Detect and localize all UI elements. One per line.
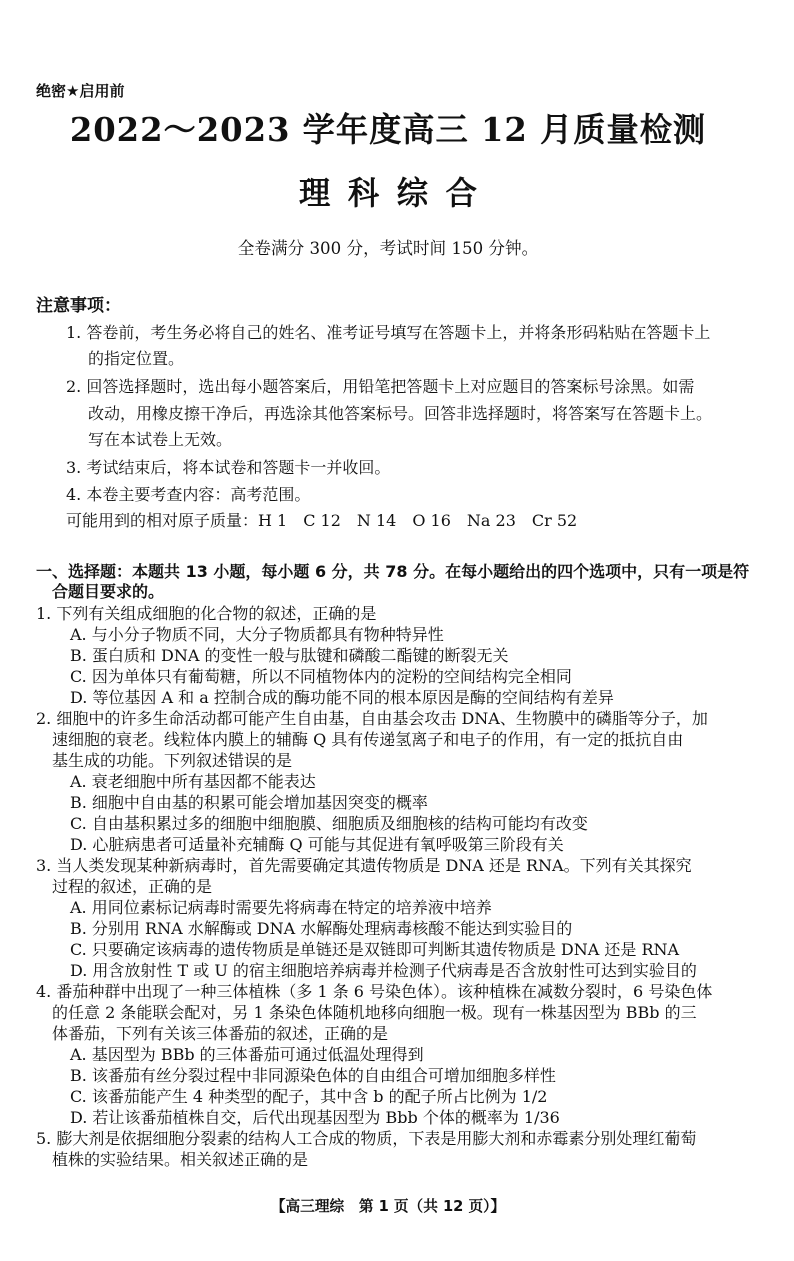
exam-title: 2022～2023 学年度高三 12 月质量检测: [69, 110, 707, 149]
question-3-option-d: D. 用含放射性 T 或 U 的宿主细胞培养病毒并检测子代病毒是否含放射性可达到实验目的: [70, 961, 697, 980]
question-3-option-a: A. 用同位素标记病毒时需要先将病毒在特定的培养液中培养: [70, 898, 492, 917]
question-1-option-d: D. 等位基因 A 和 a 控制合成的酶功能不同的根本原因是酶的空间结构有差异: [70, 688, 614, 707]
notice-line-6: 3. 考试结束后，将本试卷和答题卡一并收回。: [66, 458, 391, 477]
confidential-label: 绝密★启用前: [36, 82, 125, 100]
notice-line-5: 写在本试卷上无效。: [88, 430, 233, 449]
question-1-option-a: A. 与小分子物质不同，大分子物质都具有物种特异性: [70, 625, 444, 644]
notice-line-7: 4. 本卷主要考查内容：高考范围。: [66, 485, 311, 504]
question-2-stem-3: 基生成的功能。下列叙述错误的是: [52, 751, 293, 770]
section-heading-line-2: 合题目要求的。: [52, 582, 165, 601]
question-3-stem-2: 过程的叙述，正确的是: [52, 877, 213, 896]
notice-line-3: 2. 回答选择题时，选出每小题答案后，用铅笔把答题卡上对应题目的答案标号涂黑。如需: [66, 377, 695, 396]
section-heading-line-1: 一、选择题：本题共 13 小题，每小题 6 分，共 78 分。在每小题给出的四个选项中，只有一项是符: [36, 562, 750, 581]
question-5-stem-1: 5. 膨大剂是依据细胞分裂素的结构人工合成的物质，下表是用膨大剂和赤霉素分别处理红葡萄: [36, 1129, 697, 1148]
question-4-option-c: C. 该番茄能产生 4 种类型的配子，其中含 b 的配子所占比例为 1/2: [70, 1087, 548, 1106]
subject-title: 理科综合: [299, 174, 495, 212]
question-4-stem-3: 体番茄，下列有关该三体番茄的叙述，正确的是: [52, 1024, 389, 1043]
question-4-option-b: B. 该番茄有丝分裂过程中非同源染色体的自由组合可增加细胞多样性: [70, 1066, 556, 1085]
question-4-option-d: D. 若让该番茄植株自交，后代出现基因型为 Bbb 个体的概率为 1/36: [70, 1108, 560, 1127]
notice-line-2: 的指定位置。: [88, 349, 185, 368]
notice-line-4: 改动，用橡皮擦干净后，再选涂其他答案标号。回答非选择题时，将答案写在答题卡上。: [88, 404, 713, 423]
question-5-stem-2: 植株的实验结果。相关叙述正确的是: [52, 1150, 309, 1169]
notice-heading: 注意事项：: [36, 296, 121, 316]
question-1-option-b: B. 蛋白质和 DNA 的变性一般与肽键和磷酸二酯键的断裂无关: [70, 646, 509, 665]
question-2-option-c: C. 自由基积累过多的细胞中细胞膜、细胞质及细胞核的结构可能均有改变: [70, 814, 588, 833]
question-2-option-a: A. 衰老细胞中所有基因都不能表达: [70, 772, 316, 791]
question-4-option-a: A. 基因型为 BBb 的三体番茄可通过低温处理得到: [70, 1045, 424, 1064]
question-2-stem-2: 速细胞的衰老。线粒体内膜上的辅酶 Q 具有传递氢离子和电子的作用，有一定的抵抗自由: [52, 730, 684, 749]
question-1-stem: 1. 下列有关组成细胞的化合物的叙述，正确的是: [36, 604, 377, 623]
question-4-stem-1: 4. 番茄种群中出现了一种三体植株（多 1 条 6 号染色体）。该种植株在减数分裂时，6 号染色体: [36, 982, 713, 1001]
page-footer: 【高三理综 第 1 页（共 12 页）】: [270, 1197, 506, 1215]
question-4-stem-2: 的任意 2 条能联会配对，另 1 条染色体随机地移向细胞一极。现有一株基因型为 BBb 的三: [52, 1003, 697, 1022]
question-2-option-b: B. 细胞中自由基的积累可能会增加基因突变的概率: [70, 793, 428, 812]
question-2-option-d: D. 心脏病患者可适量补充辅酶 Q 可能与其促进有氧呼吸第三阶段有关: [70, 835, 564, 854]
question-3-option-c: C. 只要确定该病毒的遗传物质是单链还是双链即可判断其遗传物质是 DNA 还是 RNA: [70, 940, 680, 959]
question-2-stem-1: 2. 细胞中的许多生命活动都可能产生自由基，自由基会攻击 DNA、生物膜中的磷脂等分子，加: [36, 709, 708, 728]
notice-line-1: 1. 答卷前，考生务必将自己的姓名、准考证号填写在答题卡上，并将条形码粘贴在答题卡上: [66, 323, 711, 342]
exam-info: 全卷满分 300 分，考试时间 150 分钟。: [237, 239, 539, 259]
question-3-option-b: B. 分别用 RNA 水解酶或 DNA 水解酶处理病毒核酸不能达到实验目的: [70, 919, 573, 938]
question-1-option-c: C. 因为单体只有葡萄糖，所以不同植物体内的淀粉的空间结构完全相同: [70, 667, 572, 686]
atomic-mass-line: 可能用到的相对原子质量：H 1 C 12 N 14 O 16 Na 23 Cr 52: [66, 511, 578, 530]
question-3-stem-1: 3. 当人类发现某种新病毒时，首先需要确定其遗传物质是 DNA 还是 RNA。下列有关其探究: [36, 856, 692, 875]
